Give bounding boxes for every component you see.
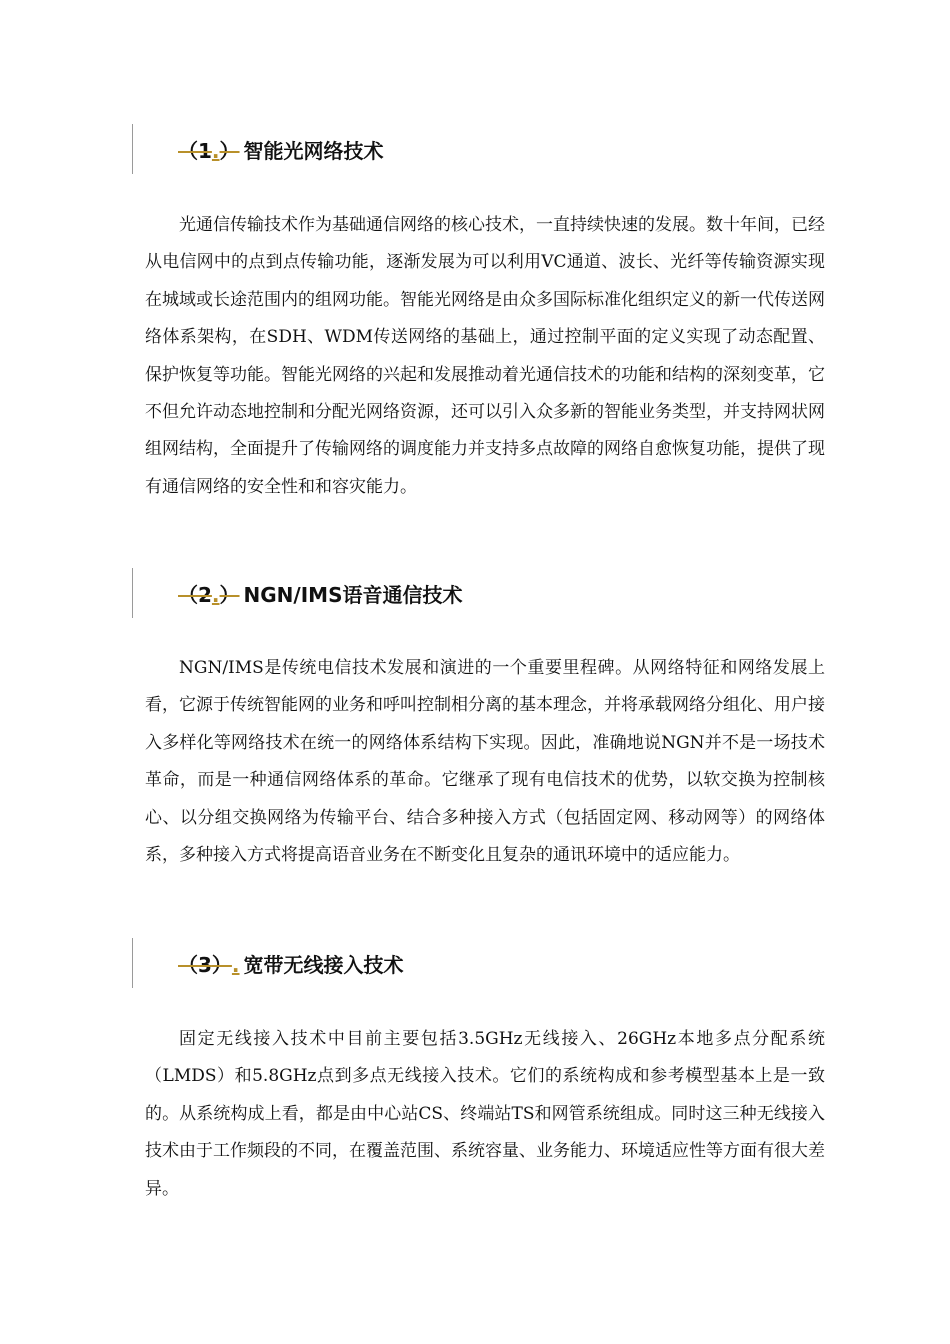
section-2-number-close: ） [219,583,240,607]
section-1-number-insert: . [211,139,220,163]
section-3-number-open: （3 [178,953,212,977]
section-2-number-insert: . [211,583,220,607]
section-3-title: 宽带无线接入技术 [243,953,404,977]
section-3-number-close: ） [211,953,232,977]
section-3-body: 固定无线接入技术中目前主要包括3.5GHz无线接入、26GHz本地多点分配系统（LMDS）和5.8GHz点到多点无线接入技术。它们的系统构成和参考模型基本上是一致的。从系统构成上看，都是由中心站CS、终端站TS和网管系统组成。同时这三种无线接入技术由于工作频段的不同，在覆盖范围、系统容量、业务能力、环境适应性等方面有很大差异。 [145,1029,825,1199]
section-2-title: NGN/IMS语音通信技术 [243,583,463,607]
section-3-heading [178,950,404,980]
change-bar [132,938,133,988]
section-1-title: 智能光网络技术 [243,139,384,163]
section-2-number-open: （2 [178,583,212,607]
section-1-heading [178,136,384,166]
change-bar [132,124,133,174]
section-3-number-insert: . [231,953,240,977]
section-1-number-close: ） [219,139,240,163]
section-1-body: 光通信传输技术作为基础通信网络的核心技术，一直持续快速的发展。数十年间，已经从电信网中的点到点传输功能，逐渐发展为可以利用VC通道、波长、光纤等传输资源实现在城域或长途范围内的组网功能。智能光网络是由众多国际标准化组织定义的新一代传送网络体系架构，在SDH、WDM传送网络的基础上，通过控制平面的定义实现了动态配置、保护恢复等功能。智能光网络的兴起和发展推动着光通信技术的功能和结构的深刻变革，它不但允许动态地控制和分配光网络资源，还可以引入众多新的智能业务类型，并支持网状网组网结构，全面提升了传输网络的调度能力并支持多点故障的网络自愈恢复功能，提供了现有通信网络的安全性和和容灾能力。 [145,215,825,497]
section-2-body: NGN/IMS是传统电信技术发展和演进的一个重要里程碑。从网络特征和网络发展上看，它源于传统智能网的业务和呼叫控制相分离的基本理念，并将承载网络分组化、用户接入多样化等网络技术在统一的网络体系结构下实现。因此，准确地说NGN并不是一场技术革命，而是一种通信网络体系的革命。它继承了现有电信技术的优势，以软交换为控制核心、以分组交换网络为传输平台、结合多种接入方式（包括固定网、移动网等）的网络体系，多种接入方式将提高语音业务在不断变化且复杂的通讯环境中的适应能力。 [145,658,825,866]
section-2-heading [178,580,462,610]
section-1-number-open: （1 [178,139,212,163]
change-bar [132,568,133,618]
